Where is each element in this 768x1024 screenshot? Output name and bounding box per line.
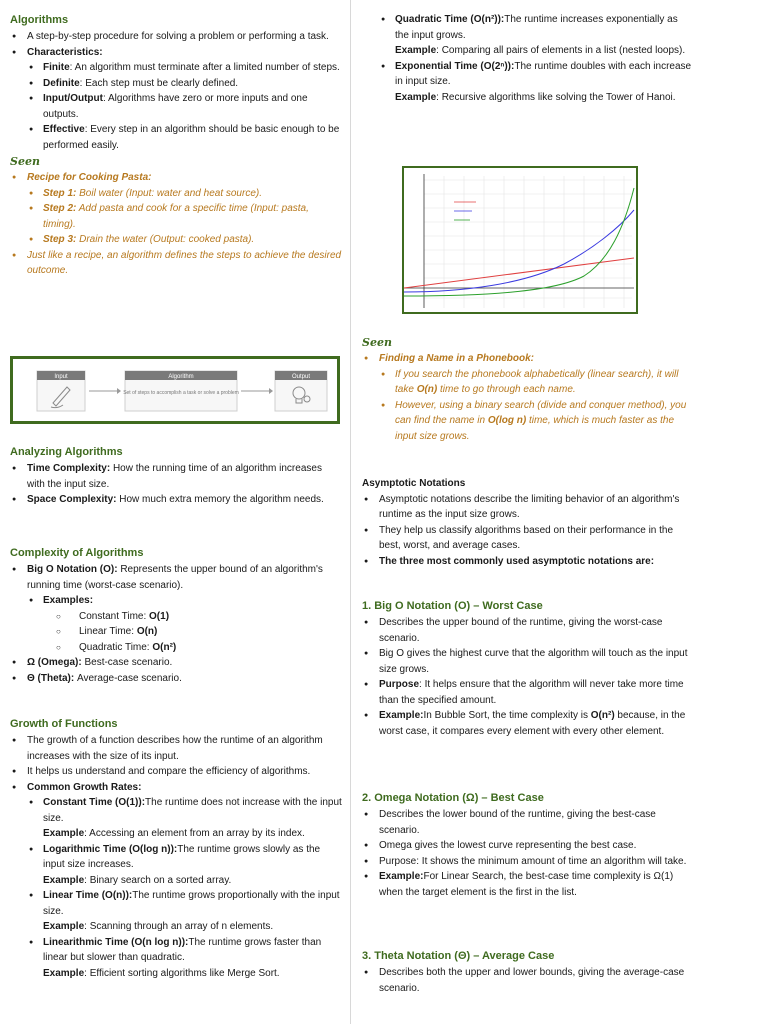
list-item: ● The three most commonly used asymptotic notations are: <box>362 554 692 570</box>
list-item: ● Describes the lower bound of the runtime, giving the best-case scenario. <box>362 807 692 838</box>
characteristics-list <box>10 60 342 153</box>
algo-definition: ● A step-by-step procedure for solving a problem or performing a task. <box>10 29 342 45</box>
algorithm-desc: Set of steps to accomplish a task or solve a problem <box>123 390 239 396</box>
list-item: ● The growth of a function describes how the runtime of an algorithm increases with the size of its input. <box>10 733 342 764</box>
growth-section <box>10 716 342 981</box>
omega-title: 2. Omega Notation (Ω) – Best Case <box>362 792 544 804</box>
list-item: ● Finite: An algorithm must terminate after a limited number of steps. <box>27 60 342 76</box>
omega-section <box>362 790 692 900</box>
phonebook-list <box>362 367 692 445</box>
list-item: ○ Constant Time: O(1) <box>52 609 342 625</box>
list-item: ● Definite: Each step must be clearly defined. <box>27 76 342 92</box>
algorithm-diagram <box>10 356 340 424</box>
list-item: ● Omega gives the lowest curve representing the best case. <box>362 838 692 854</box>
list-item: ● Asymptotic notations describe the limiting behavior of an algorithm's runtime as the input size grows. <box>362 492 692 523</box>
left-column <box>10 0 342 1024</box>
bigo-title: 1. Big O Notation (O) – Worst Case <box>362 600 543 612</box>
complexity-title: Complexity of Algorithms <box>10 547 144 559</box>
seen-label: Seen <box>10 155 40 169</box>
list-item: ● Θ (Theta): Average-case scenario. <box>10 671 342 687</box>
rates-label: ● Common Growth Rates: <box>10 780 342 796</box>
rates-continued <box>362 12 692 105</box>
list-item: ● Quadratic Time (O(n²)):The runtime increases exponentially as the input grows. Example: Comparing all pairs of elements in a list (nested loops). <box>379 12 692 59</box>
list-item: ● Example:For Linear Search, the best-case time complexity is Ω(1) when the target element is the first in the list. <box>362 869 692 900</box>
bigo-section <box>362 598 692 739</box>
characteristics-label: ● Characteristics: <box>10 45 342 61</box>
examples-label: ● Examples: <box>27 593 342 609</box>
examples-list <box>10 609 342 656</box>
phonebook-section <box>362 334 692 444</box>
list-item: ● If you search the phonebook alphabetically (linear search), it will take O(n) time to go through each name. <box>379 367 692 398</box>
diagram-svg <box>13 359 337 421</box>
asymptotic-title: Asymptotic Notations <box>362 478 466 489</box>
list-item: ● They help us classify algorithms based on their performance in the best, worst, and average cases. <box>362 523 692 554</box>
analyzing-section <box>10 444 342 508</box>
analyzing-title: Analyzing Algorithms <box>10 446 123 458</box>
rates-list <box>10 795 342 981</box>
list-item: ● However, using a binary search (divide and conquer method), you can find the name in O(log n) time, which is much faster as the input size grows. <box>379 398 692 445</box>
phonebook-title: ● Finding a Name in a Phonebook: <box>362 351 692 367</box>
list-item: ● Logarithmic Time (O(log n)):The runtime grows slowly as the input size increases. Example: Binary search on a sorted array. <box>27 842 342 889</box>
list-item: ○ Quadratic Time: O(n²) <box>52 640 342 656</box>
algorithms-section <box>10 12 342 279</box>
list-item: ● Constant Time (O(1)):The runtime does not increase with the input size. Example: Accessing an element from an array by its index. <box>27 795 342 842</box>
list-item: ● Big O Notation (O): Represents the upper bound of an algorithm's running time (worst-case scenario). <box>10 562 342 593</box>
list-item: ● Describes the upper bound of the runtime, giving the worst-case scenario. <box>362 615 692 646</box>
list-item: ● Input/Output: Algorithms have zero or more inputs and one outputs. <box>27 91 342 122</box>
recipe-steps <box>10 186 342 248</box>
list-item: ● Describes both the upper and lower bounds, giving the average-case scenario. <box>362 965 692 996</box>
recipe-note: ● Just like a recipe, an algorithm defines the steps to achieve the desired outcome. <box>10 248 342 279</box>
growth-title: Growth of Functions <box>10 718 118 730</box>
chart-legend <box>454 202 476 220</box>
asymptotic-section <box>362 476 692 569</box>
theta-section <box>362 948 692 996</box>
list-item: ● Ω (Omega): Best-case scenario. <box>10 655 342 671</box>
list-item: ● Step 1: Boil water (Input: water and heat source). <box>27 186 342 202</box>
list-item: ● Example:In Bubble Sort, the time complexity is O(n²) because, in the worst case, it compares every element with every other element. <box>362 708 692 739</box>
growth-chart-svg <box>404 168 636 312</box>
list-item: ● Purpose: It helps ensure that the algorithm will never take more time than the specified amount. <box>362 677 692 708</box>
column-divider <box>350 0 351 1024</box>
list-item: ● Purpose: It shows the minimum amount of time an algorithm will take. <box>362 854 692 870</box>
list-item: ○ Linear Time: O(n) <box>52 624 342 640</box>
input-label: Input <box>54 374 68 380</box>
list-item: ● Exponential Time (O(2ⁿ)):The runtime doubles with each increase in input size. Example: Recursive algorithms like solving the Tower of Hanoi. <box>379 59 692 106</box>
list-item: ● Step 3: Drain the water (Output: cooked pasta). <box>27 232 342 248</box>
series-line-blue <box>404 210 634 292</box>
list-item: ● Big O gives the highest curve that the algorithm will touch as the input size grows. <box>362 646 692 677</box>
recipe-title: ● Recipe for Cooking Pasta: <box>10 170 342 186</box>
algorithms-title: Algorithms <box>10 14 69 26</box>
right-column <box>362 0 692 1024</box>
list-item: ● Step 2: Add pasta and cook for a specific time (Input: pasta, timing). <box>27 201 342 232</box>
list-item: ● Space Complexity: How much extra memory the algorithm needs. <box>10 492 342 508</box>
list-item: ● Linearithmic Time (O(n log n)):The runtime grows faster than linear but slower than quadratic. Example: Efficient sorting algorithms like Merge Sort. <box>27 935 342 982</box>
recipe-list <box>10 170 342 186</box>
seen-label: Seen <box>362 336 392 349</box>
complexity-section <box>10 545 342 686</box>
list-item: ● Time Complexity: How the running time of an algorithm increases with the input size. <box>10 461 342 492</box>
growth-chart <box>402 166 638 314</box>
algorithm-label: Algorithm <box>168 374 194 380</box>
list-item: ● Effective: Every step in an algorithm should be basic enough to be performed easily. <box>27 122 342 153</box>
theta-title: 3. Theta Notation (Θ) – Average Case <box>362 950 555 962</box>
list-item: ● It helps us understand and compare the efficiency of algorithms. <box>10 764 342 780</box>
list-item: ● Linear Time (O(n)):The runtime grows proportionally with the input size. Example: Scanning through an array of n elements. <box>27 888 342 935</box>
output-label: Output <box>291 374 311 380</box>
